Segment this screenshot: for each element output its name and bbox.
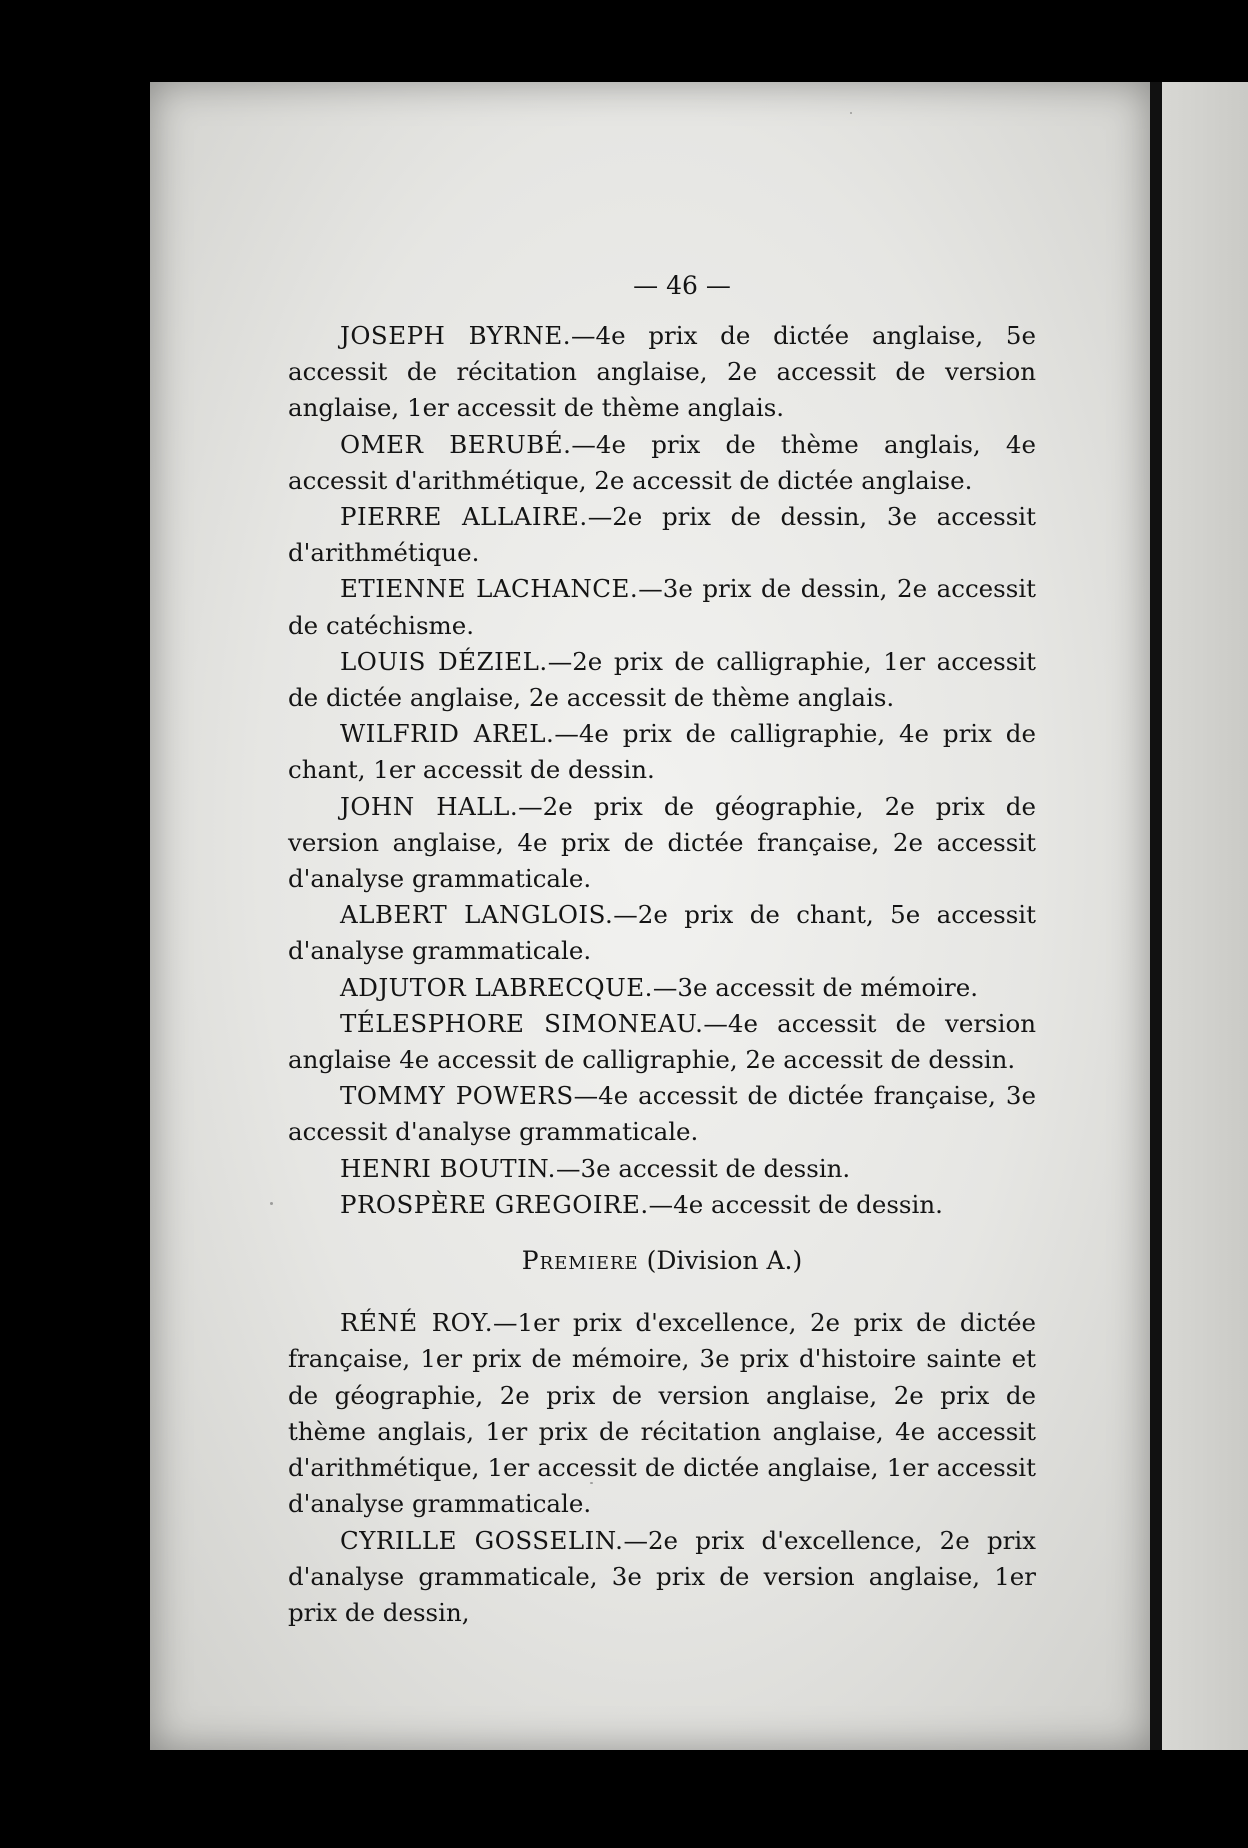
student-name: ADJUTOR LABRECQUE. (340, 972, 653, 1002)
prize-entry (288, 789, 1036, 898)
student-name: PIERRE ALLAIRE. (340, 502, 588, 532)
prize-entry (288, 970, 1036, 1006)
prize-details: —2e prix de géographie, 2e prix de version anglaise, 4e prix de dictée française, 2e accessit d'analyse grammaticale. (288, 791, 1036, 894)
student-name: OMER BERUBÉ. (340, 429, 572, 459)
student-name: TÉLESPHORE SIMONEAU. (340, 1008, 704, 1038)
prize-details: —2e prix de dessin, 3e accessit d'arithmétique. (288, 502, 1036, 568)
prize-details: —3e accessit de mémoire. (652, 972, 978, 1002)
student-name: ALBERT LANGLOIS. (340, 900, 614, 930)
prize-entry (288, 1523, 1036, 1632)
prize-details: —4e accessit de dictée française, 3e accessit d'analyse grammaticale. (288, 1081, 1036, 1147)
prize-details: —4e accessit de version anglaise 4e accessit de calligraphie, 2e accessit de dessin. (288, 1008, 1036, 1075)
prize-entry (288, 499, 1036, 571)
prize-list-after (288, 1305, 1036, 1631)
prize-details: —2e prix de calligraphie, 1er accessit de dictée anglaise, 2e accessit de thème anglais. (288, 646, 1036, 713)
prize-entry (288, 1078, 1036, 1150)
section-heading (288, 1243, 1036, 1279)
student-name: PROSPÈRE GREGOIRE. (340, 1189, 649, 1219)
student-name: RÉNÉ ROY. (340, 1308, 494, 1338)
prize-entry (288, 1151, 1036, 1187)
student-name: CYRILLE GOSSELIN. (340, 1525, 624, 1555)
section-title: Premiere (521, 1246, 639, 1276)
prize-entry (288, 427, 1036, 499)
prize-details: —4e prix de thème anglais, 4e accessit d'arithmétique, 2e accessit de dictée anglaise. (288, 429, 1037, 495)
prize-details: —4e accessit de dessin. (648, 1189, 943, 1219)
student-name: TOMMY POWERS (340, 1081, 574, 1111)
prize-entry (288, 716, 1036, 788)
student-name: ETIENNE LACHANCE. (340, 574, 639, 604)
prize-details: —4e prix de dictée anglaise, 5e accessit de récitation anglaise, 2e accessit de version anglaise, 1er accessit de thème anglais. (288, 321, 1036, 423)
student-name: LOUIS DÉZIEL. (340, 646, 548, 676)
prize-entry (288, 318, 1036, 427)
paper-speck (850, 112, 852, 114)
prize-entry (288, 644, 1036, 716)
prize-details: —4e prix de calligraphie, 4e prix de chant, 1er accessit de dessin. (288, 719, 1036, 785)
prize-details: —1er prix d'excellence, 2e prix de dictée française, 1er prix de mémoire, 3e prix d'histoire sainte et de géographie, 2e prix de version anglaise, 2e prix de thème anglais, 1er prix de récitation anglaise, 4e accessit d'arithmétique, 1er accessit de dictée anglaise, 1er accessit d'analyse grammaticale. (288, 1308, 1037, 1519)
prize-list-before (288, 318, 1036, 1223)
prize-entry (288, 1187, 1036, 1223)
prize-entry (288, 1006, 1036, 1078)
student-name: WILFRID AREL. (340, 719, 555, 749)
prize-details: —2e prix de chant, 5e accessit d'analyse grammaticale. (288, 900, 1036, 966)
prize-details: —3e accessit de dessin. (555, 1153, 851, 1183)
student-name: JOHN HALL. (340, 791, 519, 821)
prize-details: —3e prix de dessin, 2e accessit de catéchisme. (288, 574, 1036, 640)
section-subtitle: (Division A.) (646, 1246, 803, 1276)
prize-details: —2e prix d'excellence, 2e prix d'analyse grammaticale, 3e prix de version anglaise, 1er prix de dessin, (288, 1525, 1036, 1627)
adjacent-page-edge (1162, 82, 1248, 1750)
prize-entry (288, 571, 1036, 643)
page-gutter (1150, 82, 1162, 1750)
page-number: — 46 — (633, 271, 731, 300)
prize-entry (288, 897, 1036, 969)
page-text (288, 268, 1036, 1631)
student-name: HENRI BOUTIN. (340, 1153, 556, 1183)
student-name: JOSEPH BYRNE. (340, 321, 571, 350)
paper-speck (270, 1202, 273, 1205)
prize-entry (288, 1305, 1036, 1522)
